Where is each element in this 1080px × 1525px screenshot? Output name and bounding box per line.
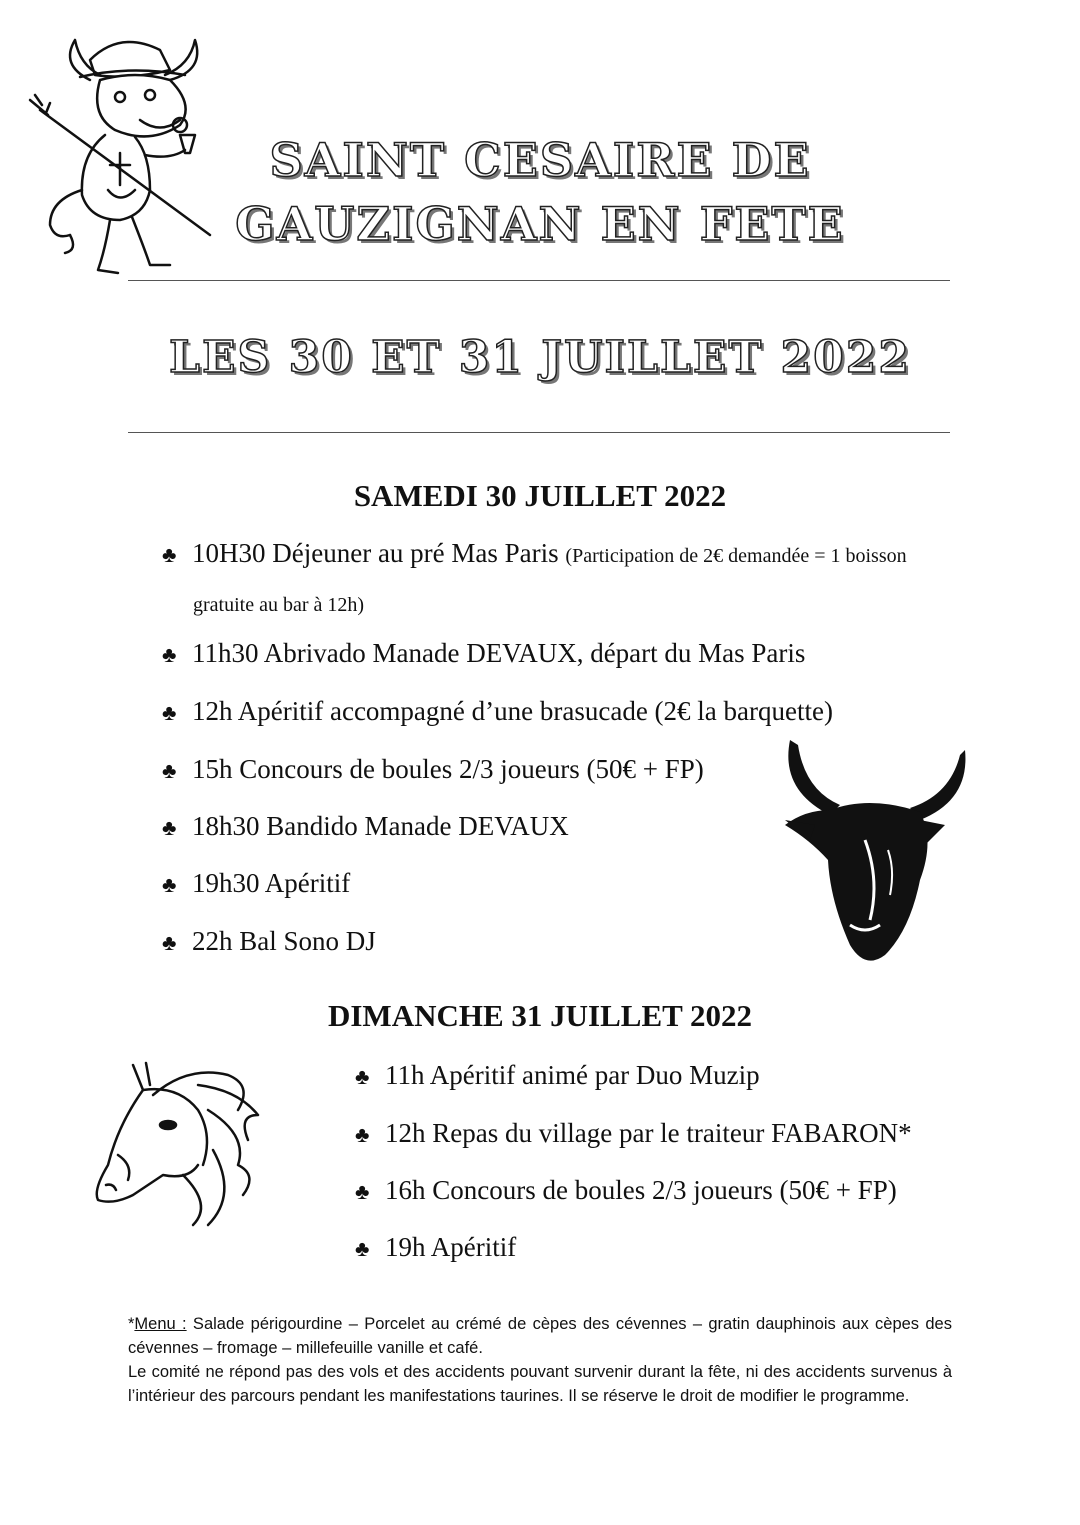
event-note-continued: gratuite au bar à 12h) (193, 594, 365, 616)
menu-note (128, 1312, 952, 1360)
event-text: 16h Concours de boules 2/3 joueurs (50€ + FP) (385, 1175, 897, 1205)
event-text: 12h Apéritif accompagné d’une brasucade (2€ la barquette) (192, 696, 833, 726)
sunday-event (355, 1232, 516, 1263)
saturday-event (162, 868, 350, 899)
club-bullet-icon: ♣ (162, 872, 177, 897)
club-bullet-icon: ♣ (355, 1064, 370, 1089)
saturday-event (162, 538, 907, 569)
disclaimer-text: Le comité ne répond pas des vols et des accidents pouvant survenir durant la fête, ni des accidents survenus à l’intérieur des parcours pendant les manifestations taurines. Il se réserve le droit de modifier le programme. (128, 1363, 952, 1405)
event-text: 15h Concours de boules 2/3 joueurs (50€ + FP) (192, 754, 704, 784)
cartoon-bull-mascot-icon (20, 25, 220, 285)
event-title-line1: SAINT CESAIRE DE (269, 133, 811, 187)
event-text: 19h30 Apéritif (192, 868, 351, 898)
club-bullet-icon: ♣ (355, 1122, 370, 1147)
sunday-event (355, 1060, 760, 1091)
event-text: 11h Apéritif animé par Duo Muzip (385, 1060, 760, 1090)
event-text: 18h30 Bandido Manade DEVAUX (192, 811, 569, 841)
saturday-event (162, 638, 805, 669)
club-bullet-icon: ♣ (162, 758, 177, 783)
club-bullet-icon: ♣ (162, 700, 177, 725)
saturday-event (162, 926, 376, 957)
club-bullet-icon: ♣ (162, 642, 177, 667)
event-text: 22h Bal Sono DJ (192, 926, 376, 956)
sunday-event (355, 1118, 912, 1149)
club-bullet-icon: ♣ (355, 1179, 370, 1204)
divider-bottom (128, 432, 950, 433)
saturday-event (162, 696, 833, 727)
event-text: 12h Repas du village par le traiteur FABARON* (385, 1118, 912, 1148)
club-bullet-icon: ♣ (162, 930, 177, 955)
sunday-event (355, 1175, 897, 1206)
club-bullet-icon: ♣ (355, 1236, 370, 1261)
event-title-line2: GAUZIGNAN EN FETE (235, 197, 845, 251)
bull-head-icon (770, 730, 980, 980)
club-bullet-icon: ♣ (162, 542, 177, 567)
footer-notes (128, 1312, 952, 1408)
saturday-event (162, 754, 704, 785)
event-note: (Participation de 2€ demandée = 1 boisson (565, 545, 907, 567)
event-text: 19h Apéritif (385, 1232, 517, 1262)
sunday-heading: DIMANCHE 31 JUILLET 2022 (327, 998, 752, 1033)
event-text: 11h30 Abrivado Manade DEVAUX, départ du Mas Paris (192, 638, 806, 668)
event-dates-title: LES 30 ET 31 JUILLET 2022 (169, 332, 911, 383)
saturday-heading: SAMEDI 30 JUILLET 2022 (353, 478, 727, 513)
horse-head-icon (88, 1055, 288, 1235)
menu-label: Menu : (134, 1315, 187, 1333)
menu-text: Salade périgourdine – Porcelet au crémé de cèpes des cévennes – gratin dauphinois aux cèpes des cévennes – fromage – millefeuille vanille et café. (128, 1315, 952, 1357)
saturday-event (162, 811, 569, 842)
divider-top (128, 280, 950, 281)
menu-asterisk: * (128, 1315, 135, 1333)
event-text: 10H30 Déjeuner au pré Mas Paris (192, 538, 559, 568)
club-bullet-icon: ♣ (162, 815, 177, 840)
